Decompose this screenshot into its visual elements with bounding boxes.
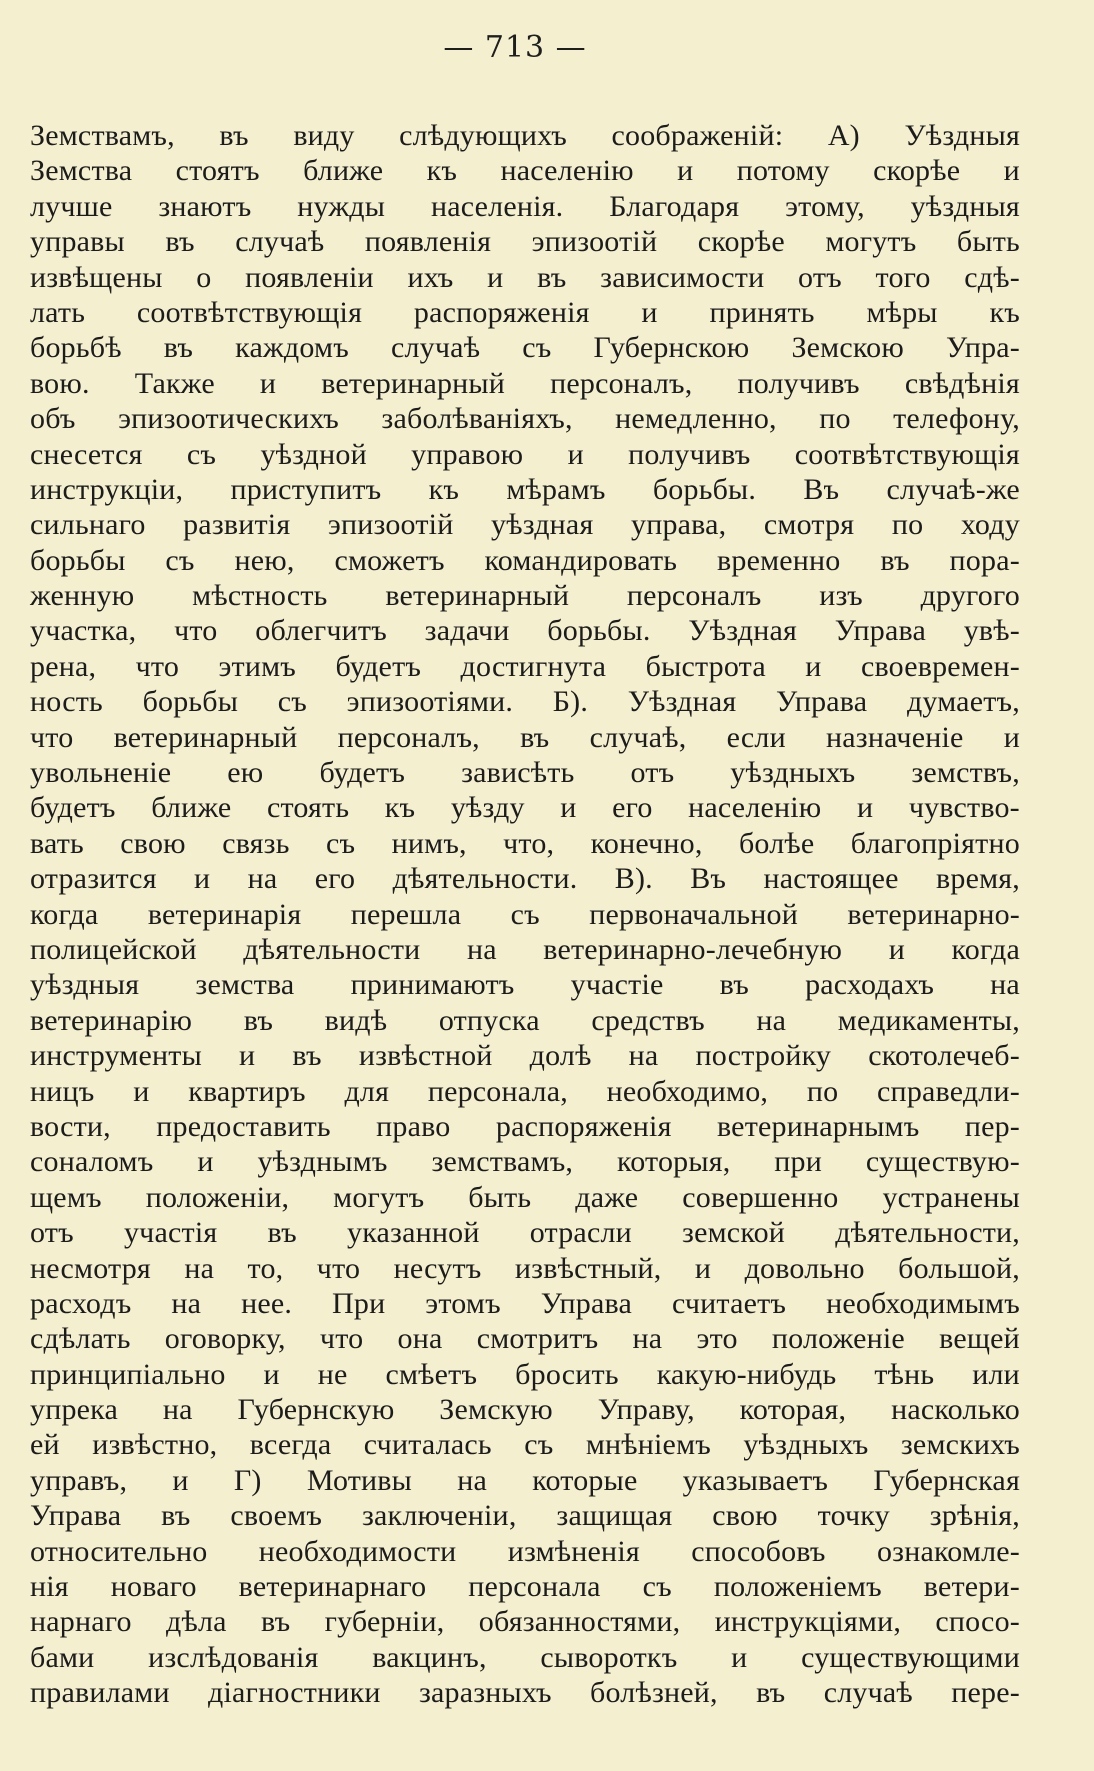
text-line: вать свою связь съ нимъ, что, конечно, болѣе благопріятно <box>30 826 1020 860</box>
text-line: Земствамъ, въ виду слѣдующихъ соображеній: А) Уѣздныя <box>30 119 1020 152</box>
text-line: вою. Также и ветеринарный персоналъ, получивъ свѣдѣнія <box>30 366 1020 400</box>
text-line: несмотря на то, что несутъ извѣстный, и довольно большой, <box>30 1251 1020 1285</box>
text-line: ей извѣстно, всегда считалась съ мнѣніемъ уѣздныхъ земскихъ <box>30 1428 1020 1462</box>
text-line: ность борьбы съ эпизоотіями. Б). Уѣздная Управа думаетъ, <box>30 685 1020 719</box>
text-line: нія новаго ветеринарнаго персонала съ положеніемъ ветери- <box>30 1570 1020 1604</box>
text-line: лать соотвѣтствующія распоряженія и принять мѣры къ <box>30 295 1020 329</box>
body-text <box>30 118 1020 1711</box>
text-line: отразится и на его дѣятельности. В). Въ настоящее время, <box>30 862 1020 896</box>
text-line: уѣздныя земства принимаютъ участіе въ расходахъ на <box>30 968 1020 1002</box>
text-line: относительно необходимости измѣненія способовъ ознакомле- <box>30 1534 1020 1568</box>
text-line: принципіально и не смѣетъ бросить какую-нибудь тѣнь или <box>30 1357 1020 1391</box>
text-line: что ветеринарный персоналъ, въ случаѣ, если назначеніе и <box>30 720 1020 754</box>
text-line: нарнаго дѣла въ губерніи, обязанностями, инструкціями, спосо- <box>30 1605 1020 1639</box>
text-line: бами изслѣдованія вакцинъ, сывороткъ и существующими <box>30 1640 1020 1674</box>
text-line: извѣщены о появленіи ихъ и въ зависимости отъ того сдѣ- <box>30 260 1020 294</box>
text-line: лучше знаютъ нужды населенія. Благодаря этому, уѣздныя <box>30 189 1020 223</box>
text-line: ветеринарію въ видѣ отпуска средствъ на медикаменты, <box>30 1003 1020 1037</box>
text-line: женную мѣстность ветеринарный персоналъ изъ другого <box>30 579 1020 613</box>
text-line: когда ветеринарія перешла съ первоначальной ветеринарно- <box>30 897 1020 931</box>
text-line: снесется съ уѣздной управою и получивъ соотвѣтствующія <box>30 437 1020 471</box>
page-number: — 713 — <box>443 30 587 65</box>
text-line: инструкціи, приступитъ къ мѣрамъ борьбы. Въ случаѣ-же <box>30 472 1020 506</box>
text-line: увольненіе ею будетъ зависѣть отъ уѣздныхъ земствъ, <box>30 756 1020 790</box>
text-line: соналомъ и уѣзднымъ земствамъ, которыя, при существую- <box>30 1145 1020 1179</box>
text-line: упрека на Губернскую Земскую Управу, которая, насколько <box>30 1393 1020 1427</box>
text-line: управъ, и Г) Мотивы на которые указываетъ Губернская <box>30 1463 1020 1497</box>
text-line: сдѣлать оговорку, что она смотритъ на это положеніе вещей <box>30 1322 1020 1356</box>
text-line: щемъ положеніи, могутъ быть даже совершенно устранены <box>30 1180 1020 1214</box>
text-line: правилами діагностники заразныхъ болѣзней, въ случаѣ пере- <box>30 1676 1020 1710</box>
text-line: участка, что облегчитъ задачи борьбы. Уѣздная Управа увѣ- <box>30 614 1020 648</box>
text-line: борьбѣ въ каждомъ случаѣ съ Губернскою Земскою Упра- <box>30 331 1020 365</box>
text-line: будетъ ближе стоять къ уѣзду и его населенію и чувство- <box>30 791 1020 825</box>
text-line: инструменты и въ извѣстной долѣ на постройку скотолечеб- <box>30 1039 1020 1073</box>
text-line: вости, предоставить право распоряженія ветеринарнымъ пер- <box>30 1109 1020 1143</box>
text-line: объ эпизоотическихъ заболѣваніяхъ, немедленно, по телефону, <box>30 402 1020 436</box>
text-line: борьбы съ нею, сможетъ командировать временно въ пора- <box>30 543 1020 577</box>
text-line: управы въ случаѣ появленія эпизоотій скорѣе могутъ быть <box>30 225 1020 259</box>
text-line: полицейской дѣятельности на ветеринарно-лечебную и когда <box>30 932 1020 966</box>
text-line: Земства стоятъ ближе къ населенію и потому скорѣе и <box>30 154 1020 188</box>
text-line: рена, что этимъ будетъ достигнута быстрота и своевремен- <box>30 649 1020 683</box>
text-line: сильнаго развитія эпизоотій уѣздная управа, смотря по ходу <box>30 508 1020 542</box>
text-line: расходъ на нее. При этомъ Управа считаетъ необходимымъ <box>30 1286 1020 1320</box>
text-line: отъ участія въ указанной отрасли земской дѣятельности, <box>30 1216 1020 1250</box>
text-line: ницъ и квартиръ для персонала, необходимо, по справедли- <box>30 1074 1020 1108</box>
text-line: Управа въ своемъ заключеніи, защищая свою точку зрѣнія, <box>30 1499 1020 1533</box>
